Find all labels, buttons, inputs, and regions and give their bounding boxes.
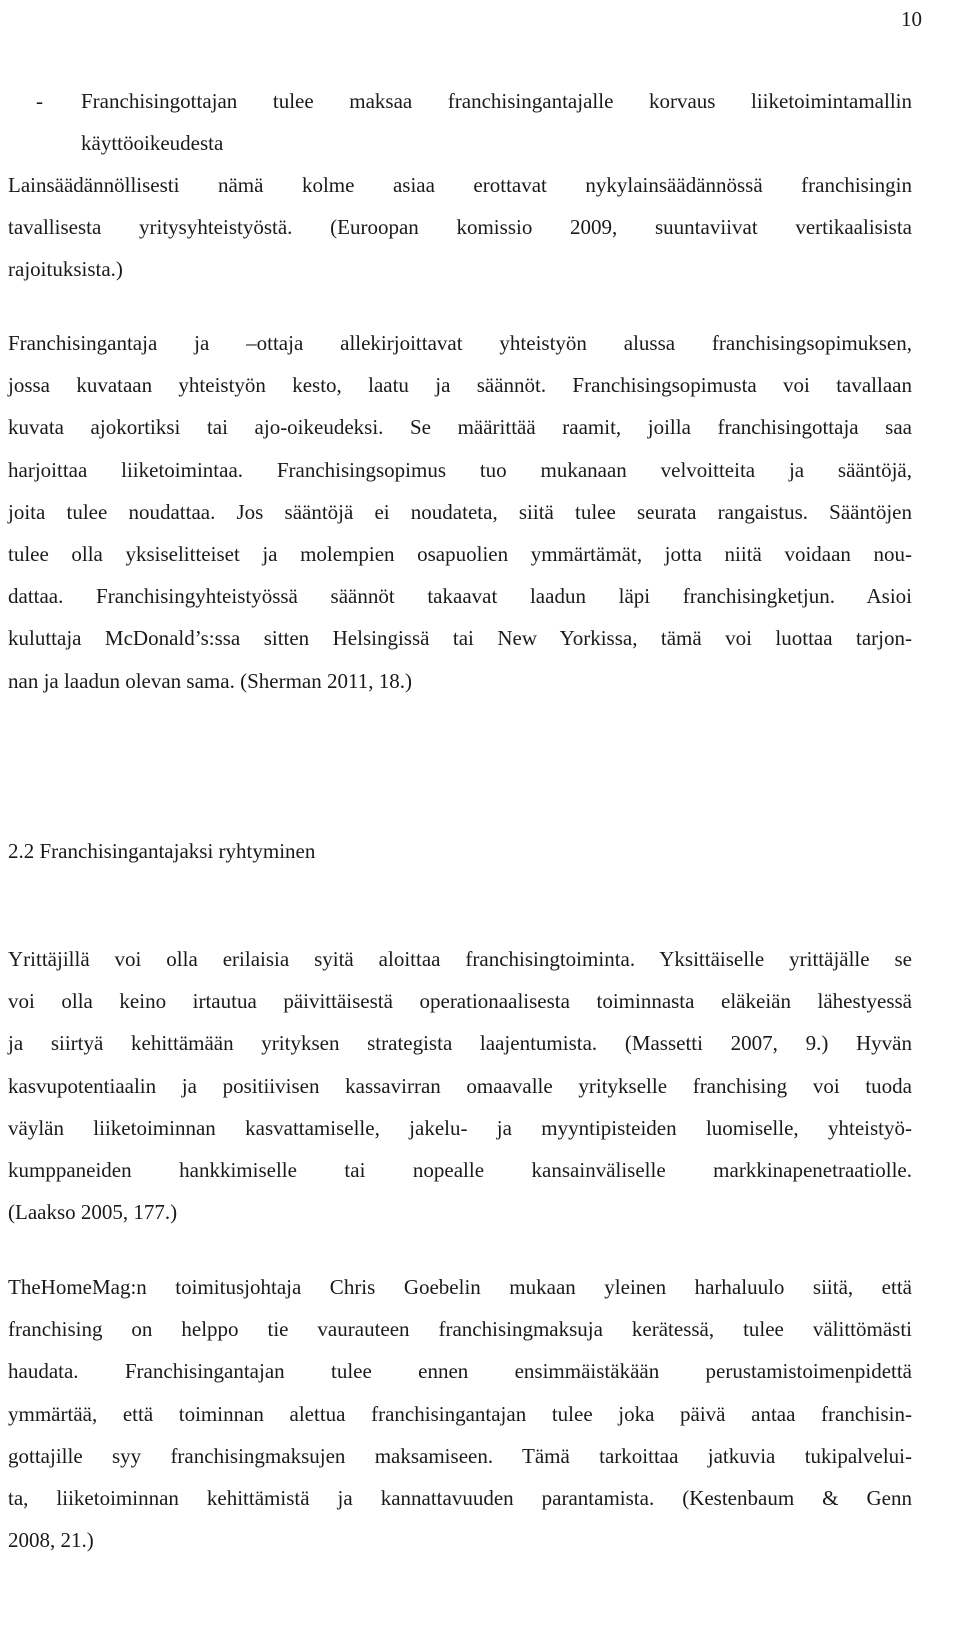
paragraph-line: (Laakso 2005, 177.) (8, 1200, 178, 1225)
paragraph-line: kasvupotentiaalin ja positiivisen kassavirran omaavalle yritykselle franchising voi tuoda (8, 1073, 912, 1098)
bullet-item (81, 80, 912, 164)
paragraph-line: TheHomeMag:n toimitusjohtaja Chris Goebelin mukaan yleinen harhaluulo siitä, että (8, 1275, 912, 1299)
paragraph-line: haudata. Franchisingantajan tulee ennen ensimmäistäkään perustamistoimenpidettä (8, 1359, 912, 1384)
paragraph-line: dattaa. Franchisingyhteistyössä säännöt takaavat laadun läpi franchisingketjun. Asioi (8, 584, 912, 609)
paragraph-line: kumppaneiden hankkimiselle tai nopealle kansainväliselle markkinapenetraatiolle. (8, 1157, 912, 1182)
paragraph-line: Lainsäädännöllisesti nämä kolme asiaa erottavat nykylainsäädännössä franchisingin (8, 173, 912, 197)
paragraph-line: kuvata ajokortiksi tai ajo-oikeudeksi. Se määrittää raamit, joilla franchisingottaja saa (8, 415, 912, 440)
paragraph-line: ymmärtää, että toiminnan alettua franchisingantajan tulee joka päivä antaa franchisin- (8, 1401, 912, 1426)
paragraph-line: tulee olla yksiselitteiset ja molempien osapuolien ymmärtämät, jotta niitä voidaan nou- (8, 541, 912, 566)
paragraph-line: joita tulee noudattaa. Jos sääntöjä ei noudateta, siitä tulee seurata rangaistus. Sääntöjen (8, 499, 912, 524)
paragraph-line: tavallisesta yritysyhteistyöstä. (Euroopan komissio 2009, suuntaviivat vertikaalisista (8, 215, 912, 240)
paragraph-line: jossa kuvataan yhteistyön kesto, laatu ja säännöt. Franchisingsopimusta voi tavallaan (8, 373, 912, 398)
paragraph-reasons (8, 938, 912, 1233)
page-number: 10 (901, 7, 922, 31)
paragraph-line: 2008, 21.) (8, 1528, 94, 1553)
bullet-line: käyttöoikeudesta (81, 131, 224, 156)
paragraph-legislation (8, 164, 912, 291)
paragraph-line: voi olla keino irtautua päivittäisestä operationaalisesta toiminnasta eläkeiän lähestyessä (8, 989, 912, 1014)
paragraph-agreement (8, 322, 912, 702)
bullet-line: Franchisingottajan tulee maksaa franchisingantajalle korvaus liiketoimintamallin (81, 89, 912, 113)
paragraph-line: Franchisingantaja ja –ottaja allekirjoittavat yhteistyön alussa franchisingsopimuksen, (8, 331, 912, 355)
paragraph-line: kuluttaja McDonald’s:ssa sitten Helsingissä tai New Yorkissa, tämä voi luottaa tarjon- (8, 626, 912, 651)
paragraph-line: nan ja laadun olevan sama. (Sherman 2011, 18.) (8, 668, 412, 693)
paragraph-line: harjoittaa liiketoimintaa. Franchisingsopimus tuo mukanaan velvoitteita ja sääntöjä, (8, 457, 912, 482)
paragraph-line: franchising on helppo tie vaurauteen franchisingmaksuja kerätessä, tulee välittömästi (8, 1317, 912, 1342)
paragraph-line: rajoituksista.) (8, 257, 123, 282)
paragraph-line: gottajille syy franchisingmaksujen maksamiseen. Tämä tarkoittaa jatkuvia tukipalvelui- (8, 1443, 912, 1468)
paragraph-line: Yrittäjillä voi olla erilaisia syitä aloittaa franchisingtoiminta. Yksittäiselle yrittäjälle se (8, 947, 912, 971)
bullet-marker: - (36, 89, 43, 113)
section-heading: 2.2 Franchisingantajaksi ryhtyminen (8, 839, 316, 863)
paragraph-line: ja siirtyä kehittämään yrityksen strategista laajentumista. (Massetti 2007, 9.) Hyvän (8, 1031, 912, 1056)
paragraph-line: väylän liiketoiminnan kasvattamiselle, jakelu- ja myyntipisteiden luomiselle, yhteistyö- (8, 1115, 912, 1140)
paragraph-misconception (8, 1266, 912, 1561)
paragraph-line: ta, liiketoiminnan kehittämistä ja kannattavuuden parantamista. (Kestenbaum & Genn (8, 1485, 912, 1510)
